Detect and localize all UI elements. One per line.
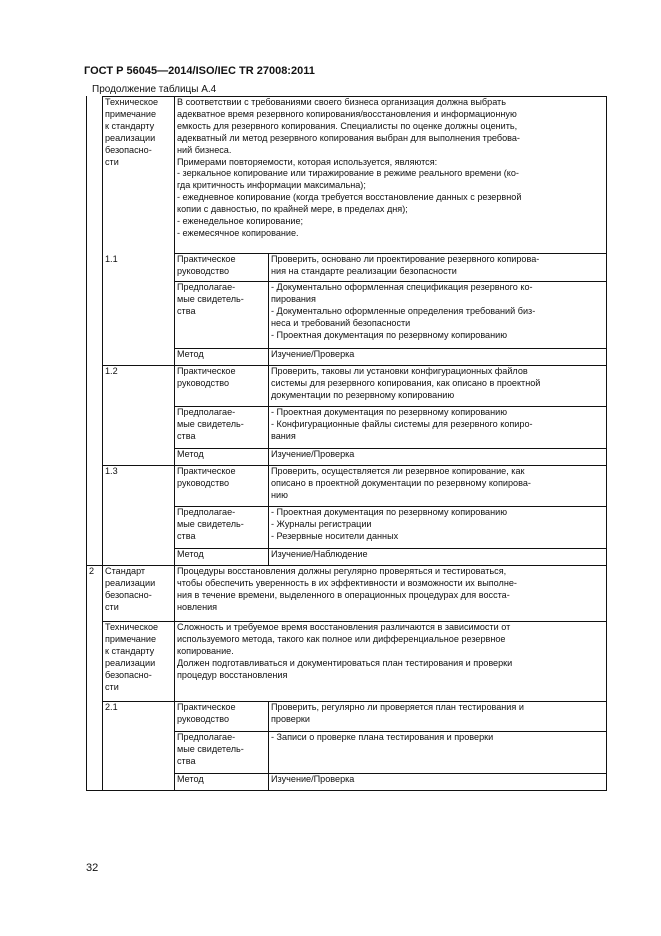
method-label-1-2-line: Метод	[177, 449, 204, 459]
row-id-2	[86, 565, 102, 790]
tech-note-text-1	[174, 96, 606, 253]
evidence-label-2-1	[174, 731, 268, 773]
row-id-1-3	[102, 465, 174, 565]
practical-guide-text-1-1	[268, 253, 606, 281]
row-id-2-1-line: 2.1	[105, 702, 118, 712]
row-id-2-1	[102, 701, 174, 790]
method-text-1-1-line: Изучение/Проверка	[271, 349, 355, 359]
evidence-text-2-1-line: - Записи о проверке плана тестирования и проверки	[271, 732, 494, 742]
tech-note-text-1-line: гда критичность информации максимальна);	[177, 180, 366, 191]
table-rule-horizontal	[102, 96, 607, 97]
table-rule-horizontal	[174, 773, 607, 774]
standard-label-2-line: Стандарт	[105, 566, 146, 576]
evidence-text-1-2-line: - Проектная документация по резервному копированию	[271, 407, 508, 417]
table-rule-vertical	[268, 253, 269, 366]
evidence-label-1-1-line: ства	[177, 305, 196, 316]
evidence-label-1-3	[174, 506, 268, 548]
table-rule-horizontal	[102, 465, 607, 466]
evidence-text-1-2	[268, 406, 606, 448]
tech-note-label-2-line: реализации	[105, 657, 156, 668]
evidence-label-2-1-line: Предполагае-	[177, 732, 236, 742]
table-rule-horizontal	[174, 548, 607, 549]
tech-note-text-1-line: - зеркальное копирование или тиражирование в режиме реального времени (ко-	[177, 168, 519, 179]
table-rule-horizontal	[102, 621, 607, 622]
practical-guide-text-1-3-line: Проверить, осуществляется ли резервное копирование, как	[271, 466, 525, 476]
evidence-label-1-3-line: мые свидетель-	[177, 518, 244, 529]
tech-note-text-1-line: копии с давностью, по крайней мере, в пределах дня);	[177, 204, 408, 215]
practical-guide-label-1-1-line: Практическое	[177, 254, 236, 264]
evidence-label-1-3-line: Предполагае-	[177, 507, 236, 517]
evidence-text-1-1-line: - Проектная документация по резервному копированию	[271, 329, 508, 340]
practical-guide-text-1-3	[268, 465, 606, 506]
practical-guide-text-1-2-line: документации по резервному копированию	[271, 389, 455, 400]
tech-note-text-2-line: используемого метода, такого как полное или дифференциальное резервное	[177, 633, 506, 644]
standard-label-2-line: сти	[105, 601, 119, 612]
method-label-1-2	[174, 448, 268, 465]
evidence-text-2-1	[268, 731, 606, 773]
practical-guide-label-2-1	[174, 701, 268, 731]
page-number: 32	[86, 862, 99, 874]
tech-note-label-2-line: к стандарту	[105, 645, 155, 656]
table-rule-horizontal	[174, 506, 607, 507]
table-rule-horizontal	[174, 348, 607, 349]
method-label-1-3-line: Метод	[177, 549, 204, 559]
tech-note-text-1-line: ний бизнеса.	[177, 144, 232, 155]
practical-guide-text-1-1-line: ния на стандарте реализации безопасности	[271, 265, 457, 276]
evidence-text-1-3-line: - Резервные носители данных	[271, 530, 399, 541]
tech-note-text-2-line: копирование.	[177, 645, 234, 656]
method-text-1-2	[268, 448, 606, 465]
practical-guide-label-2-1-line: Практическое	[177, 702, 236, 712]
table-rule-horizontal	[86, 790, 607, 791]
tech-note-label-1-line: к стандарту	[105, 120, 155, 131]
row-id-1-3-line: 1.3	[105, 466, 118, 476]
practical-guide-text-1-3-line: описано в проектной документации по резервному копирова-	[271, 477, 531, 488]
table-rule-vertical	[268, 701, 269, 791]
tech-note-text-1-line: Примерами повторяемости, которая используется, являются:	[177, 156, 438, 167]
table-rule-horizontal	[174, 406, 607, 407]
standard-text-2-line: чтобы обеспечить уверенность в их эффективности и возможности их выполне-	[177, 577, 517, 588]
table-rule-vertical	[174, 96, 175, 791]
tech-note-text-2-line: Сложность и требуемое время восстановления различаются в зависимости от	[177, 622, 511, 632]
evidence-text-1-1-line: - Документально оформленные определения требований биз-	[271, 305, 536, 316]
tech-note-label-2-line: сти	[105, 681, 119, 692]
practical-guide-text-1-2	[268, 365, 606, 406]
tech-note-text-2	[174, 621, 606, 701]
table-rule-vertical	[86, 96, 87, 791]
evidence-text-1-2-line: вания	[271, 430, 296, 441]
document-title: ГОСТ Р 56045—2014/ISO/IEC TR 27008:2011	[84, 65, 315, 77]
practical-guide-text-2-1	[268, 701, 606, 731]
evidence-label-1-1	[174, 281, 268, 348]
evidence-text-1-1	[268, 281, 606, 348]
row-id-1-2-line: 1.2	[105, 366, 118, 376]
tech-note-label-1-line: примечание	[105, 108, 157, 119]
practical-guide-text-1-1-line: Проверить, основано ли проектирование резервного копирова-	[271, 254, 540, 264]
standard-text-2-line: ния в течение времени, выделенного в операционных процедурах для восста-	[177, 589, 510, 600]
table-rule-horizontal	[102, 365, 607, 366]
table-rule-vertical	[606, 96, 607, 791]
tech-note-text-1-line: - еженедельное копирование;	[177, 216, 304, 227]
evidence-text-1-2-line: - Конфигурационные файлы системы для резервного копиро-	[271, 418, 533, 429]
tech-note-label-2-line: Техническое	[105, 622, 159, 632]
practical-guide-label-1-1	[174, 253, 268, 281]
table-rule-horizontal	[102, 701, 607, 702]
evidence-text-1-1-line: пирования	[271, 293, 316, 304]
tech-note-label-1-line: сти	[105, 156, 119, 167]
evidence-text-1-1-line: неса и требований безопасности	[271, 317, 411, 328]
method-label-1-1-line: Метод	[177, 349, 204, 359]
practical-guide-text-2-1-line: проверки	[271, 713, 310, 724]
tech-note-text-1-line: адекватное время резервного копирования/восстановления и информационную	[177, 108, 517, 119]
standard-label-2-line: безопасно-	[105, 589, 152, 600]
tech-note-text-2-line: Должен подготавливаться и документироваться план тестирования и проверки	[177, 657, 513, 668]
method-text-1-3-line: Изучение/Наблюдение	[271, 549, 368, 559]
evidence-text-1-3-line: - Журналы регистрации	[271, 518, 372, 529]
tech-note-text-1-line: емкость для резервного копирования. Специалисты по оценке должны оценить,	[177, 120, 518, 131]
practical-guide-text-1-3-line: нию	[271, 489, 288, 500]
practical-guide-text-2-1-line: Проверить, регулярно ли проверяется план тестирования и	[271, 702, 524, 712]
evidence-text-1-1-line: - Документально оформленная спецификация резервного ко-	[271, 282, 533, 292]
evidence-text-1-3-line: - Проектная документация по резервному копированию	[271, 507, 508, 517]
practical-guide-label-1-3-line: руководство	[177, 477, 230, 488]
tech-note-text-1-line: - ежемесячное копирование.	[177, 227, 299, 238]
method-text-1-3	[268, 548, 606, 565]
table-rule-horizontal	[174, 253, 607, 254]
row-id-2-line: 2	[89, 566, 95, 576]
standard-text-2	[174, 565, 606, 621]
practical-guide-label-1-2	[174, 365, 268, 406]
standard-text-2-line: новления	[177, 601, 218, 612]
practical-guide-label-1-3	[174, 465, 268, 506]
tech-note-text-1-line: адекватный ли метод резервного копирования выбран для выполнения требова-	[177, 132, 520, 143]
tech-note-text-2-line: процедур восстановления	[177, 669, 288, 680]
practical-guide-label-2-1-line: руководство	[177, 713, 230, 724]
table-rule-horizontal	[174, 281, 607, 282]
evidence-label-2-1-line: ства	[177, 755, 196, 766]
table-rule-horizontal	[174, 448, 607, 449]
tech-note-label-1	[102, 96, 174, 253]
evidence-label-1-2-line: Предполагае-	[177, 407, 236, 417]
practical-guide-text-1-2-line: Проверить, таковы ли установки конфигурационных файлов	[271, 366, 528, 376]
practical-guide-label-1-1-line: руководство	[177, 265, 230, 276]
tech-note-label-2-line: безопасно-	[105, 669, 152, 680]
tech-note-label-1-line: реализации	[105, 132, 156, 143]
table-rule-horizontal	[174, 731, 607, 732]
tech-note-text-1-line: - ежедневное копирование (когда требуется восстановление данных с резервной	[177, 192, 522, 203]
method-label-1-3	[174, 548, 268, 565]
tech-note-text-1-line: В соответствии с требованиями своего бизнеса организация должна выбрать	[177, 97, 506, 107]
method-text-2-1-line: Изучение/Проверка	[271, 774, 355, 784]
method-label-1-1	[174, 348, 268, 365]
table-rule-horizontal	[86, 565, 607, 566]
tech-note-label-2-line: примечание	[105, 633, 157, 644]
evidence-label-1-2-line: мые свидетель-	[177, 418, 244, 429]
evidence-label-1-1-line: Предполагае-	[177, 282, 236, 292]
table-rule-vertical	[102, 96, 103, 791]
table-rule-vertical	[268, 465, 269, 566]
evidence-label-1-1-line: мые свидетель-	[177, 293, 244, 304]
method-text-2-1	[268, 773, 606, 790]
practical-guide-label-1-2-line: Практическое	[177, 366, 236, 376]
practical-guide-label-1-2-line: руководство	[177, 377, 230, 388]
tech-note-label-1-line: безопасно-	[105, 144, 152, 155]
evidence-text-1-3	[268, 506, 606, 548]
practical-guide-label-1-3-line: Практическое	[177, 466, 236, 476]
practical-guide-text-1-2-line: системы для резервного копирования, как описано в проектной	[271, 377, 541, 388]
evidence-label-1-3-line: ства	[177, 530, 196, 541]
standard-text-2-line: Процедуры восстановления должны регулярно проверяться и тестироваться,	[177, 566, 507, 576]
tech-note-label-2	[102, 621, 174, 701]
evidence-label-1-2	[174, 406, 268, 448]
method-text-1-2-line: Изучение/Проверка	[271, 449, 355, 459]
method-text-1-1	[268, 348, 606, 365]
table-rule-vertical	[268, 365, 269, 466]
method-label-2-1-line: Метод	[177, 774, 204, 784]
row-id-1-1-line: 1.1	[105, 254, 118, 264]
evidence-label-1-2-line: ства	[177, 430, 196, 441]
standard-label-2-line: реализации	[105, 577, 156, 588]
method-label-2-1	[174, 773, 268, 790]
standard-label-2	[102, 565, 174, 621]
table-continuation-caption: Продолжение таблицы А.4	[92, 84, 217, 95]
tech-note-label-1-line: Техническое	[105, 97, 159, 107]
evidence-label-2-1-line: мые свидетель-	[177, 743, 244, 754]
row-id-1-2	[102, 365, 174, 465]
row-id-1-1	[102, 253, 174, 365]
